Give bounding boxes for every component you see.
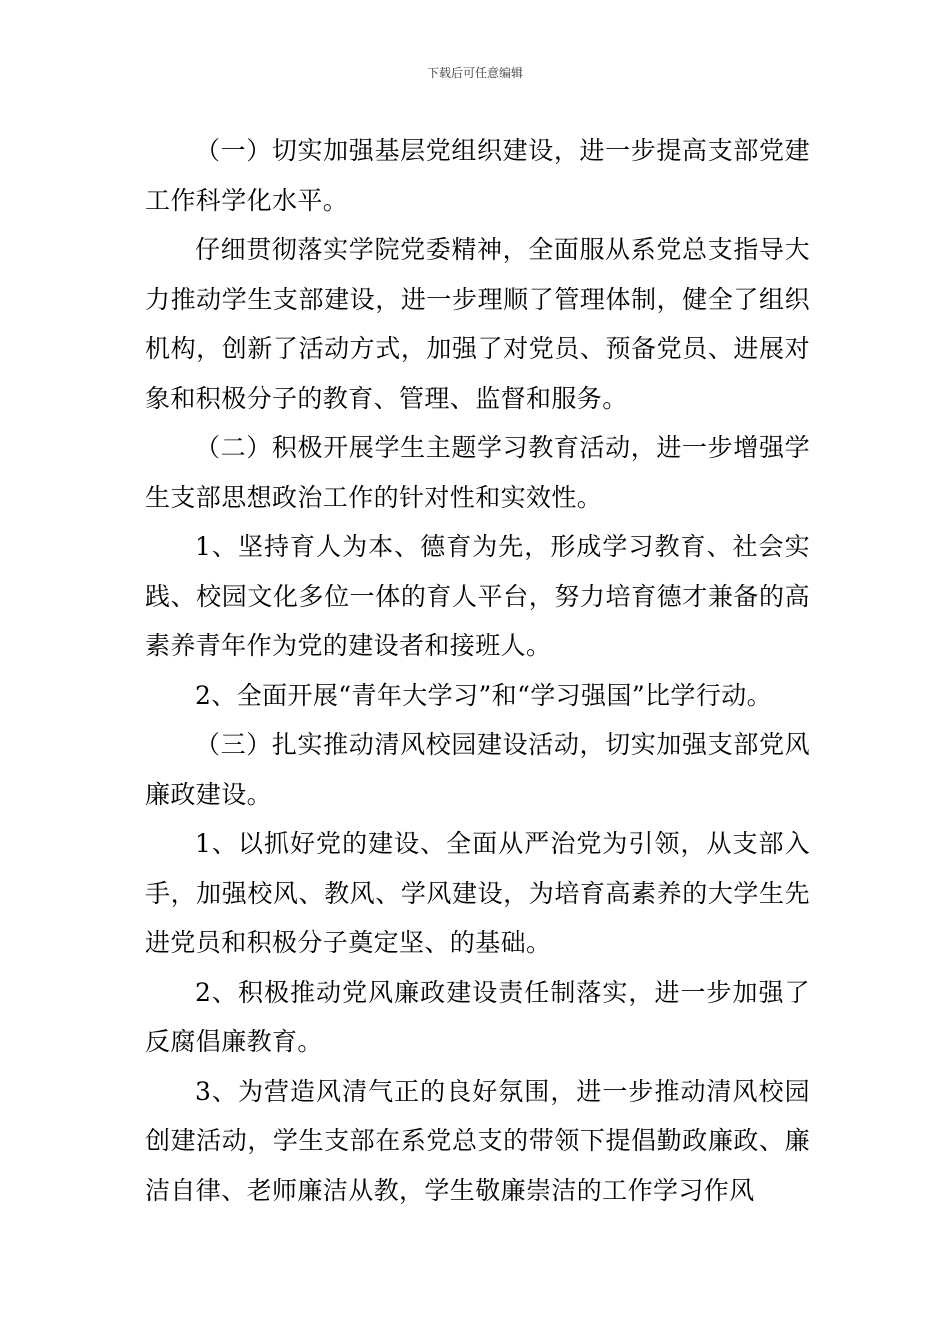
document-body <box>145 126 810 1215</box>
paragraph-section-3-item-2: 2、积极推动党风廉政建设责任制落实，进一步加强了反腐倡廉教育。 <box>145 977 810 1056</box>
paragraph-section-2-item-1: 1、坚持育人为本、德育为先，形成学习教育、社会实践、校园文化多位一体的育人平台，努力培育德才兼备的高素养青年作为党的建设者和接班人。 <box>145 532 810 660</box>
paragraph-section-3-item-1: 1、以抓好党的建设、全面从严治党为引领，从支部入手，加强校风、教风、学风建设，为培育高素养的大学生先进党员和积极分子奠定坚、的基础。 <box>145 829 810 957</box>
paragraph-section-2-item-2: 2、全面开展“青年大学习”和“学习强国”比学行动。 <box>195 680 773 710</box>
paragraph-section-2-heading: （二）积极开展学生主题学习教育活动，进一步增强学生支部思想政治工作的针对性和实效性。 <box>145 433 810 512</box>
paragraph-section-3-item-3: 3、为营造风清气正的良好氛围，进一步推动清风校园创建活动，学生支部在系党总支的带领下提倡勤政廉政、廉洁自律、老师廉洁从教，学生敬廉崇洁的工作学习作风 <box>145 1076 810 1205</box>
page-header: 下载后可任意编辑 <box>426 66 523 80</box>
paragraph-section-1-body: 仔细贯彻落实学院党委精神，全面服从系党总支指导大力推动学生支部建设，进一步理顺了管理体制，健全了组织机构，创新了活动方式，加强了对党员、预备党员、进展对象和积极分子的教育、管理、监督和服务。 <box>145 235 810 413</box>
paragraph-section-1-heading: （一）切实加强基层党组织建设，进一步提高支部党建工作科学化水平。 <box>145 136 810 215</box>
paragraph-section-3-heading: （三）扎实推动清风校园建设活动，切实加强支部党风廉政建设。 <box>145 730 810 809</box>
